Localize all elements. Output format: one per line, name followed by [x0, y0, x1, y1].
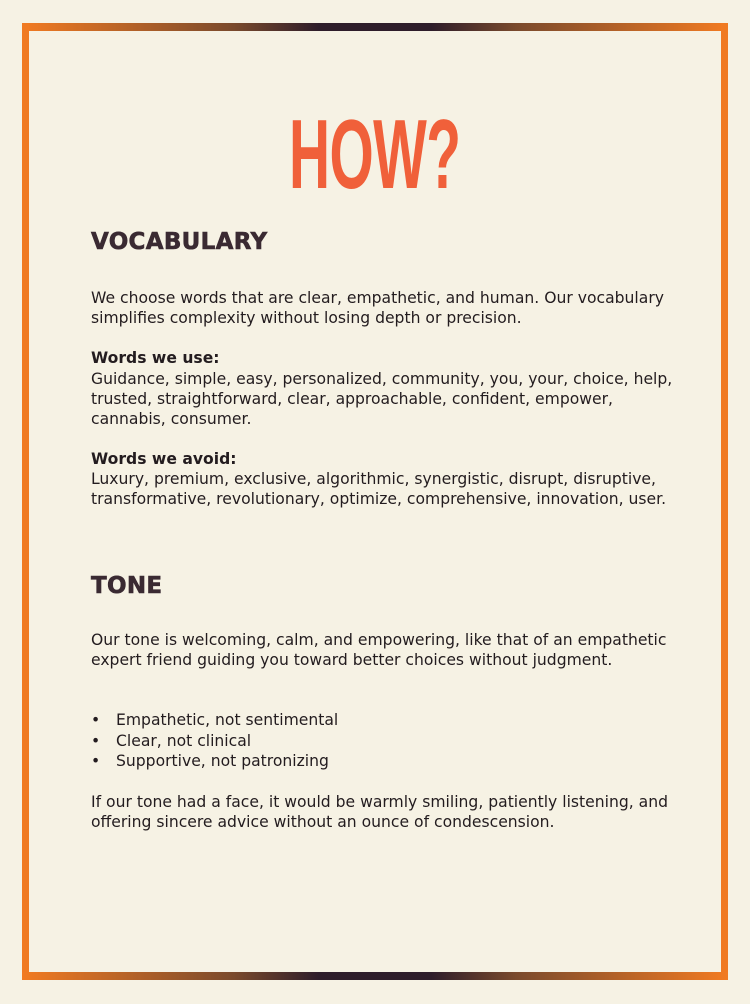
words-we-use-list: Guidance, simple, easy, personalized, community, you, your, choice, help, trusted, straightforward, clear, approachable, confident, empower, cannabis, consumer.	[91, 370, 673, 428]
page-title-text: HOW?	[289, 99, 461, 209]
bullet-icon: •	[91, 731, 101, 750]
tone-bullet	[91, 751, 338, 772]
vocabulary-intro: We choose words that are clear, empathetic, and human. Our vocabulary simplifies complexity without losing depth or precision.	[91, 289, 664, 327]
tone-bullet-text: Clear, not clinical	[116, 731, 252, 750]
tone-heading: TONE	[91, 573, 163, 599]
words-we-use-label: Words we use:	[91, 349, 220, 367]
frame-bottom-border	[22, 972, 728, 980]
tone-closing: If our tone had a face, it would be warmly smiling, patiently listening, and offering sincere advice without an ounce of condescension.	[91, 793, 668, 831]
tone-bullet-list	[91, 710, 338, 772]
words-we-avoid-label: Words we avoid:	[91, 450, 237, 468]
tone-bullet	[91, 731, 338, 752]
page-title	[0, 99, 750, 209]
tone-intro: Our tone is welcoming, calm, and empowering, like that of an empathetic expert friend guiding you toward better choices without judgment.	[91, 631, 667, 669]
bullet-icon: •	[91, 752, 101, 770]
bullet-icon: •	[91, 711, 101, 729]
tone-bullet	[91, 710, 338, 731]
frame-top-border	[22, 23, 728, 31]
vocabulary-heading: VOCABULARY	[91, 229, 268, 255]
tone-bullet-text: Supportive, not patronizing	[116, 752, 329, 770]
tone-bullet-text: Empathetic, not sentimental	[116, 711, 339, 729]
words-we-avoid-list: Luxury, premium, exclusive, algorithmic, synergistic, disrupt, disruptive, transformative, revolutionary, optimize, comprehensive, innovation, user.	[91, 470, 667, 508]
